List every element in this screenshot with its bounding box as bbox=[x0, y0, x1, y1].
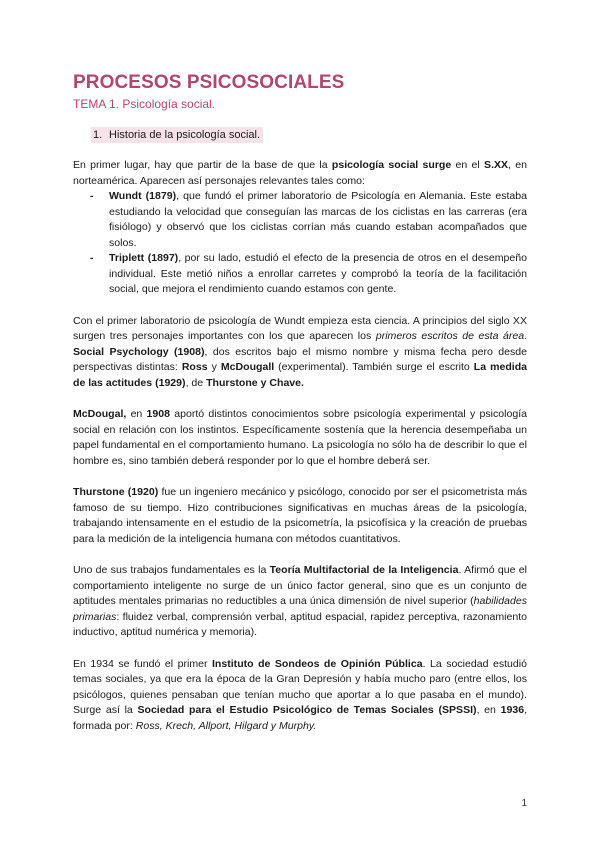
text-bold: La medida de las actitudes (1929) bbox=[73, 361, 527, 389]
text-run: . La sociedad estudió temas sociales, ya que era la época de la Gran Depresión y había mucho paro (entre ellos, los psicólogos, quienes pensaban que tenían mucho que aportar a lo que pasaba en el mundo). Surge así la bbox=[73, 657, 527, 716]
document-subtitle: TEMA 1. Psicología social. bbox=[73, 97, 216, 111]
text-run: En 1934 se fundó el primer bbox=[73, 657, 212, 670]
section-heading bbox=[91, 129, 527, 141]
text-run: , en bbox=[476, 704, 501, 716]
text-run: fue un ingeniero mecánico y psicólogo, conocido por ser el psicometrista más famoso de su tiempo. Hizo contribuciones significativas en muchas áreas de la psicología, trabajando intensamente en el estudio de la psicometría, la psicofísica y la creación de pruebas para la medición de la inteligencia humana con métodos cuantitativos. bbox=[73, 486, 527, 545]
text-bold: McDougal, bbox=[73, 408, 127, 420]
text-run: , dos escritos bajo el mismo nombre y misma fecha pero desde perspectivas distintas: bbox=[73, 345, 527, 373]
list-item-wundt bbox=[90, 189, 527, 251]
text-bold: Ross bbox=[181, 361, 208, 373]
document-title: PROCESOS PSICOSOCIALES bbox=[73, 72, 345, 93]
paragraph-mcdougal bbox=[73, 407, 527, 469]
text-run: Uno de sus trabajos fundamentales es la bbox=[73, 564, 270, 576]
text-run: aportó distintos conocimientos sobre psicología experimental y psicología social en relación con los instintos. Específicamente sostenía que la herencia desempeñaba un papel fundamental en el comportamiento humano. La psicología no sólo ha de describir lo que el hombre es, sino también deberá responder por lo que el hombre deberá ser. bbox=[73, 408, 527, 467]
text-bold: Triplett (1897) bbox=[109, 252, 179, 264]
text-run: : fluidez verbal, comprensión verbal, aptitud espacial, rapidez perceptiva, razonamiento inductivo, aptitud numérica y memoria). bbox=[73, 610, 527, 638]
text-run: , formada por: bbox=[73, 704, 528, 732]
text-italic: habilidades primarias bbox=[73, 595, 527, 623]
people-list bbox=[73, 189, 527, 298]
document-page bbox=[73, 72, 527, 734]
paragraph-origins bbox=[73, 314, 527, 392]
paragraph-multifactorial bbox=[73, 563, 527, 641]
section-label: Historia de la psicología social. bbox=[109, 129, 261, 141]
text-run: , de bbox=[185, 376, 207, 389]
text-bold: 1908 bbox=[146, 408, 171, 420]
text-bold: S.XX bbox=[484, 159, 509, 171]
text-bold: Sociedad para el Estudio Psicológico de Temas Sociales (SPSSI) bbox=[137, 704, 477, 716]
section-number: 1. bbox=[93, 129, 103, 141]
text-italic: Ross, Krech, Allport, Hilgard y Murphy. bbox=[135, 719, 317, 732]
text-run: , en norteamérica. Aparecen así personajes relevantes tales como: bbox=[73, 159, 528, 187]
text-run: , por su lado, estudió el efecto de la presencia de otros en el desempeño individual. Este metió niños a enrollar carretes y comprobó la teoría de la facilitación social, que mejora el rendimiento cuando estamos con gente. bbox=[109, 252, 527, 295]
text-run: (experimental). También surge el escrito bbox=[274, 361, 474, 373]
text-bold: psicología social surge bbox=[331, 159, 452, 171]
text-bold: Social Psychology (1908) bbox=[73, 345, 205, 358]
text-bold: Instituto de Sondeos de Opinión Pública bbox=[212, 657, 423, 670]
text-run: , que fundó el primer laboratorio de Psicología en Alemania. Este estaba estudiando la velocidad que conseguían las marcas de los ciclistas en las carreras (era fisiólogo) y observó que los ciclistas corrían más cuando estaban acompañados que solos. bbox=[109, 190, 527, 249]
text-run: en bbox=[126, 408, 147, 420]
list-item-triplett bbox=[90, 251, 527, 298]
paragraph-thurstone bbox=[73, 485, 527, 547]
text-run: y bbox=[207, 361, 221, 373]
text-bold: Thurstone y Chave. bbox=[206, 376, 304, 389]
text-bold: Thurstone (1920) bbox=[73, 486, 159, 498]
text-bold: McDougall bbox=[220, 361, 275, 373]
page-number: 1 bbox=[521, 798, 527, 809]
text-run: En primer lugar, hay que partir de la base de que la bbox=[73, 159, 332, 171]
text-bold: Wundt (1879) bbox=[109, 190, 177, 202]
paragraph-intro bbox=[73, 158, 527, 189]
text-bold: Teoría Multifactorial de la Inteligencia bbox=[269, 564, 459, 576]
text-run: . Afirmó que el comportamiento inteligente no surge de un único factor general, sino que es un conjunto de aptitudes mentales primarias no reductibles a una única dimensión de nivel superior ( bbox=[73, 564, 527, 607]
text-run: en el bbox=[451, 159, 485, 171]
text-run: Con el primer laboratorio de psicología de Wundt empieza esta ciencia. A principios del siglo XX surgen tres personajes importantes con los que aparecen los bbox=[73, 314, 527, 342]
text-italic: primeros escritos de esta área bbox=[375, 330, 525, 342]
text-bold: 1936 bbox=[500, 704, 525, 716]
text-run: . bbox=[524, 330, 528, 342]
paragraph-spssi bbox=[73, 657, 527, 735]
